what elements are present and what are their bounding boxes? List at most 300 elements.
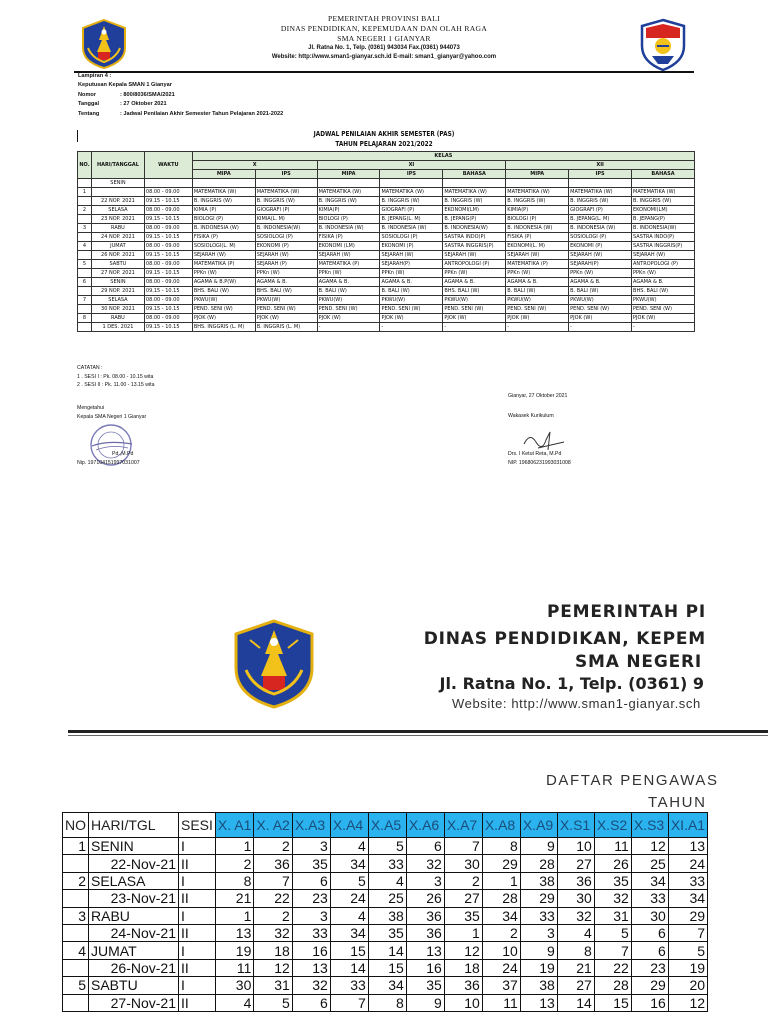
cell-subject: PPKn (W) <box>569 269 632 278</box>
cell-no <box>78 287 92 296</box>
grid-cell: 7 <box>254 872 292 889</box>
grid-cell: 35 <box>292 855 330 872</box>
cell-subject: PEND. SENI (W) <box>569 305 632 314</box>
grid-cell: 27-Nov-21 <box>89 994 179 1011</box>
letterhead-line-2: DINAS PENDIDIKAN, KEPEMUDAAN DAN OLAH RAGA <box>280 24 488 33</box>
grid-cell: 34 <box>631 872 668 889</box>
grid-cell: 37 <box>482 977 520 994</box>
cell-hari: RABU <box>91 314 144 323</box>
cell-subject: AGAMA & B. <box>632 278 695 287</box>
grid-cell: 30 <box>557 890 594 907</box>
cell-subject: PKWU(W) <box>317 296 380 305</box>
grid-cell: 18 <box>254 942 292 959</box>
cell-waktu: 09.15 - 10.15 <box>144 269 192 278</box>
grid-cell: 27 <box>557 855 594 872</box>
grid-cell: 4 <box>368 872 406 889</box>
letterhead-line-3: SMA NEGERI 1 GIANYAR <box>337 34 431 43</box>
cell-subject: SEJARAH(P) <box>380 260 443 269</box>
cell-subject: PEND. SENI (W) <box>380 305 443 314</box>
cell-subject: PJOK (W) <box>506 314 569 323</box>
cell-subject: B. INDONESIA(W) <box>255 224 317 233</box>
grid-cell: 33 <box>330 977 368 994</box>
cell-subject: ANTROPOLOGI (P) <box>443 260 506 269</box>
col-grade-xii: XII <box>506 161 695 170</box>
grid-header-cell: XI.A1 <box>668 813 707 838</box>
cell-hari: JUMAT <box>91 242 144 251</box>
grid-cell <box>63 855 89 872</box>
meta-row: Tentang : Jadwal Penilaian Akhir Semester Tahun Pelajaran 2021-2022 <box>78 110 284 117</box>
attachment-label: Lampiran 4 : <box>78 73 112 79</box>
page2-divider <box>68 730 768 733</box>
grid-cell: 27 <box>557 977 594 994</box>
grid-cell: 12 <box>444 942 482 959</box>
page2-title: DAFTAR PENGAWAS <box>546 772 719 789</box>
grid-cell: 34 <box>668 890 707 907</box>
grid-cell: 36 <box>406 924 444 941</box>
grid-cell: 6 <box>406 838 444 855</box>
grid-cell: 22 <box>254 890 292 907</box>
cell-subject: SEJARAH (P) <box>255 260 317 269</box>
cell-waktu: 08.00 - 09.00 <box>144 260 192 269</box>
cell-subject: PJOK (W) <box>632 314 695 323</box>
grid-cell: 8 <box>482 838 520 855</box>
cell-no: 4 <box>78 242 92 251</box>
cell-subject: PPKn (W) <box>192 269 255 278</box>
cell-no <box>78 269 92 278</box>
cell-subject: AGAMA & B. <box>380 278 443 287</box>
grid-header-cell: X. A1 <box>215 813 253 838</box>
grid-cell: 8 <box>215 872 253 889</box>
cell-subject: BHS. BALI (W) <box>632 287 695 296</box>
meta-row: Nomor : 800/8036/SMA/2021 <box>78 91 175 98</box>
grid-header-cell: X. A2 <box>254 813 292 838</box>
col-bahasa: BAHASA <box>443 170 506 179</box>
grid-header-cell: X.A5 <box>368 813 406 838</box>
cell-subject: B. INGGRIS (W) <box>317 197 380 206</box>
cell-no: 1 <box>78 188 92 197</box>
cell-subject: BIOLOGI (P) <box>192 215 255 224</box>
grid-cell: 23 <box>631 959 668 976</box>
cell-subject: MATEMATIKA (W) <box>380 188 443 197</box>
cell-subject: PEND. SENI (W) <box>317 305 380 314</box>
cell-hari: SENIN <box>91 278 144 287</box>
grid-cell: 30 <box>215 977 253 994</box>
cell-subject: AGAMA & B. <box>443 278 506 287</box>
grid-cell: 30 <box>631 907 668 924</box>
grid-cell: 15 <box>368 959 406 976</box>
grid-cell: 4 <box>330 907 368 924</box>
cell-subject: PPKn (W) <box>632 269 695 278</box>
cell-subject: MATEMATIKA (P) <box>317 260 380 269</box>
grid-cell: 24 <box>330 890 368 907</box>
grid-cell: 1 <box>63 838 89 855</box>
grid-cell: I <box>179 942 216 959</box>
grid-header-cell: X.A6 <box>406 813 444 838</box>
grid-cell: 38 <box>368 907 406 924</box>
schedule-row <box>78 215 695 224</box>
grid-cell: 33 <box>368 855 406 872</box>
cell-subject: - <box>380 323 443 332</box>
grid-cell: 5 <box>254 994 292 1011</box>
cell-subject: EKONOMI(LM) <box>443 206 506 215</box>
cell-subject: KIMIA(P) <box>317 206 380 215</box>
cell-subject: - <box>443 323 506 332</box>
cell-subject: FISIKA (P) <box>506 233 569 242</box>
grid-header-cell: X.A3 <box>292 813 330 838</box>
cell-waktu: 08.00 - 09.00 <box>144 242 192 251</box>
vice-principal-name: Drs. I Ketut Reta, M.Pd <box>508 451 562 457</box>
grid-cell: 19 <box>668 959 707 976</box>
cell-subject: B. INDONESIA(W) <box>443 224 506 233</box>
cell-waktu: 08.00 - 09.00 <box>144 224 192 233</box>
note-item: 1 . SESI I : Pk. 08.00 - 10.15 wita <box>77 373 154 380</box>
grid-cell: 2 <box>254 838 292 855</box>
grid-cell: 19 <box>520 959 557 976</box>
cell-hari: 29 NOP. 2021 <box>91 287 144 296</box>
cell-subject: SASTRA INGGRIS(P) <box>443 242 506 251</box>
decree-label: Keputusan Kepala SMAN 1 Gianyar <box>78 82 172 89</box>
grid-cell: 16 <box>292 942 330 959</box>
grid-cell: 1 <box>215 838 253 855</box>
grid-cell: 14 <box>368 942 406 959</box>
grid-cell: 12 <box>254 959 292 976</box>
cell-subject: ANTROPOLOGI (P) <box>632 260 695 269</box>
grid-cell: 35 <box>368 924 406 941</box>
grid-cell: 4 <box>557 924 594 941</box>
grid-cell: RABU <box>89 907 179 924</box>
cell-subject: BHS. BALI (W) <box>255 287 317 296</box>
schedule-row <box>78 305 695 314</box>
cell-subject: SOSIOLOGI (P) <box>380 233 443 242</box>
cell-hari: SABTU <box>91 260 144 269</box>
cell-subject: PKWU(W) <box>255 296 317 305</box>
grid-cell: 6 <box>631 942 668 959</box>
cell-subject: B. INGGRIS (W) <box>632 197 695 206</box>
meta-row: Tanggal : 27 Oktober 2021 <box>78 101 167 108</box>
grid-cell: 7 <box>330 994 368 1011</box>
cell-subject: KIMIA (P) <box>192 206 255 215</box>
grid-row <box>63 977 708 994</box>
schedule-row <box>78 242 695 251</box>
cell-subject <box>443 179 506 188</box>
cell-subject: FISIKA (P) <box>317 233 380 242</box>
cell-subject: B. INDONESIA (W) <box>192 224 255 233</box>
grid-cell: 24-Nov-21 <box>89 924 179 941</box>
schedule-row <box>78 287 695 296</box>
cell-subject: B. INGGRIS (W) <box>255 197 317 206</box>
grid-cell: 5 <box>63 977 89 994</box>
grid-cell: 38 <box>520 872 557 889</box>
grid-cell: 35 <box>594 872 631 889</box>
col-grade-xi: XI <box>317 161 506 170</box>
cell-subject: EKONOMI(L. M) <box>506 242 569 251</box>
grid-cell: 36 <box>254 855 292 872</box>
grid-cell: 28 <box>520 855 557 872</box>
grid-cell: 2 <box>444 872 482 889</box>
cell-hari: 24 NOP. 2021 <box>91 233 144 242</box>
grid-cell: 31 <box>254 977 292 994</box>
cell-subject: GIOGRAFI (P) <box>569 206 632 215</box>
cell-waktu: 09.15 - 10.15 <box>144 233 192 242</box>
cell-subject: MATEMATIKA (W) <box>317 188 380 197</box>
grid-cell: SABTU <box>89 977 179 994</box>
grid-header-cell: X.A8 <box>482 813 520 838</box>
grid-cell: 12 <box>631 838 668 855</box>
grid-cell: 32 <box>292 977 330 994</box>
acknowledged-label: Mengetahui <box>77 405 105 411</box>
letterhead-website: Website: http://www.sman1-gianyar.sch.id E-mail: sman1_gianyar@yahoo.com <box>271 54 497 60</box>
col-no: NO. <box>78 152 92 179</box>
cell-subject: PKWU(W) <box>380 296 443 305</box>
grid-cell: 1 <box>482 872 520 889</box>
col-mipa: MIPA <box>506 170 569 179</box>
cell-waktu: 08.00 - 09.00 <box>144 314 192 323</box>
grid-cell: 27 <box>444 890 482 907</box>
cell-waktu: 09.15 - 10.15 <box>144 251 192 260</box>
grid-cell: 5 <box>330 872 368 889</box>
schedule-row <box>78 278 695 287</box>
cell-subject: B. INDONESIA (W) <box>506 224 569 233</box>
grid-row <box>63 838 708 855</box>
grid-cell: 5 <box>668 942 707 959</box>
place-date: Gianyar, 27 Oktober 2021 <box>508 393 568 399</box>
grid-cell: 8 <box>557 942 594 959</box>
grid-cell: 23 <box>292 890 330 907</box>
grid-cell: 10 <box>444 994 482 1011</box>
grid-cell: I <box>179 872 216 889</box>
grid-cell: 10 <box>482 942 520 959</box>
schedule-row <box>78 260 695 269</box>
cell-subject: AGAMA & B. <box>255 278 317 287</box>
cell-subject: B. INDONESIA (W) <box>317 224 380 233</box>
grid-cell: 6 <box>292 872 330 889</box>
cell-subject: EKONOMI(LM) <box>632 206 695 215</box>
grid-cell: 3 <box>292 838 330 855</box>
cell-hari: SELASA <box>91 206 144 215</box>
grid-cell: 26-Nov-21 <box>89 959 179 976</box>
col-mipa: MIPA <box>192 170 255 179</box>
grid-cell: II <box>179 890 216 907</box>
cell-subject: B. INDONESIA(W) <box>632 224 695 233</box>
cell-subject: B. BALI (W) <box>506 287 569 296</box>
vice-principal-nip: NIP. 196806231993031008 <box>508 460 571 466</box>
grid-cell: 13 <box>215 924 253 941</box>
schedule-row <box>78 206 695 215</box>
cell-subject: B. INGGRIS (W) <box>380 197 443 206</box>
grid-header-cell: HARI/TGL <box>89 813 179 838</box>
schedule-row <box>78 179 695 188</box>
grid-cell: 1 <box>215 907 253 924</box>
cell-subject: PEND. SENI (W) <box>506 305 569 314</box>
cell-subject: AGAMA & B. <box>317 278 380 287</box>
cell-subject <box>192 179 255 188</box>
grid-cell: 22-Nov-21 <box>89 855 179 872</box>
cell-subject: B. INGGRIS (W) <box>192 197 255 206</box>
cell-no <box>78 179 92 188</box>
grid-cell: 9 <box>520 942 557 959</box>
cell-subject: - <box>632 323 695 332</box>
page2-letterhead-line-1: PEMERINTAH PI <box>546 602 706 622</box>
grid-cell: 26 <box>594 855 631 872</box>
note-item: 2 . SESI II : Pk. 11.00 - 13.15 wita <box>77 382 155 389</box>
cell-subject: B. BALI (W) <box>569 287 632 296</box>
cell-waktu: 09.15 - 10.15 <box>144 215 192 224</box>
cell-subject: MATEMATIKA (P) <box>192 260 255 269</box>
cell-subject: SEJARAH (W) <box>632 251 695 260</box>
page2-letterhead-line-3: SMA NEGERI <box>574 652 702 672</box>
grid-row <box>63 994 708 1011</box>
cell-no <box>78 233 92 242</box>
schedule-title <box>58 130 711 149</box>
grid-cell: II <box>179 959 216 976</box>
grid-cell: 11 <box>482 994 520 1011</box>
grid-cell: 4 <box>215 994 253 1011</box>
cell-hari: 30 NOP. 2021 <box>91 305 144 314</box>
cell-subject: SASTRA INDO(P) <box>443 233 506 242</box>
cell-no: 5 <box>78 260 92 269</box>
page2-letterhead-line-2: DINAS PENDIDIKAN, KEPEM <box>423 629 706 649</box>
cell-no <box>78 197 92 206</box>
grid-cell: 26 <box>406 890 444 907</box>
grid-cell <box>63 959 89 976</box>
grid-cell: JUMAT <box>89 942 179 959</box>
grid-cell: I <box>179 838 216 855</box>
grid-cell: 29 <box>668 907 707 924</box>
grid-cell: 7 <box>594 942 631 959</box>
cell-subject: MATEMATIKA (W) <box>255 188 317 197</box>
cell-subject: EKONOMI (LM) <box>317 242 380 251</box>
cell-subject: SASTRA INDO(P) <box>632 233 695 242</box>
grid-cell: 3 <box>63 907 89 924</box>
grid-cell: 14 <box>557 994 594 1011</box>
grid-cell: 38 <box>520 977 557 994</box>
cell-subject: PJOK (W) <box>192 314 255 323</box>
cell-subject: SOSIOLOGI(L. M) <box>192 242 255 251</box>
grid-cell: 15 <box>330 942 368 959</box>
grid-cell: 34 <box>330 855 368 872</box>
cell-subject: B. INGGRIS (W) <box>569 197 632 206</box>
vice-principal-title: Wakasek Kurikulum <box>508 413 554 419</box>
cell-hari: RABU <box>91 224 144 233</box>
cell-subject: MATEMATIKA (P) <box>506 260 569 269</box>
grid-cell: 9 <box>406 994 444 1011</box>
grid-cell: 2 <box>215 855 253 872</box>
cell-subject: BHS. INGGRIS (L. M) <box>192 323 255 332</box>
grid-cell: 30 <box>444 855 482 872</box>
grid-cell: 15 <box>594 994 631 1011</box>
cell-subject: BIOLOGI (P) <box>317 215 380 224</box>
cell-subject: B. JEPANG(L. M) <box>380 215 443 224</box>
cell-subject: BHS. BALI (W) <box>443 287 506 296</box>
cell-hari: SENIN <box>91 179 144 188</box>
cell-no: 3 <box>78 224 92 233</box>
cell-waktu: 08.00 - 09.00 <box>144 206 192 215</box>
grid-row <box>63 959 708 976</box>
grid-header-cell: X.S1 <box>557 813 594 838</box>
notes-title: CATATAN : <box>77 365 103 371</box>
grid-cell: 2 <box>482 924 520 941</box>
grid-header-cell: X.A4 <box>330 813 368 838</box>
cell-subject: PPKn (W) <box>506 269 569 278</box>
grid-header-cell: X.A7 <box>444 813 482 838</box>
grid-cell: 34 <box>368 977 406 994</box>
grid-cell: 8 <box>368 994 406 1011</box>
cell-subject: B. BALI (W) <box>380 287 443 296</box>
letterhead-address: Jl. Ratna No. 1, Telp. (0361) 943034 Fax.(0361) 944073 <box>308 45 460 51</box>
cell-waktu: 09.15 - 10.15 <box>144 323 192 332</box>
grid-cell: 35 <box>444 907 482 924</box>
grid-cell: 35 <box>406 977 444 994</box>
grid-cell: SENIN <box>89 838 179 855</box>
cell-subject: PJOK (W) <box>317 314 380 323</box>
grid-cell: 3 <box>406 872 444 889</box>
grid-cell <box>63 994 89 1011</box>
cell-subject: B. INDONESIA (W) <box>380 224 443 233</box>
cell-subject: AGAMA & B. <box>569 278 632 287</box>
signature-left <box>77 404 146 421</box>
cell-subject: - <box>569 323 632 332</box>
page2-divider-thin <box>68 735 768 736</box>
grid-cell: 19 <box>215 942 253 959</box>
cell-subject: PPKn (W) <box>443 269 506 278</box>
cell-subject: B. JEPANG(P) <box>443 215 506 224</box>
schedule-row <box>78 233 695 242</box>
grid-row <box>63 890 708 907</box>
grid-cell: 36 <box>557 872 594 889</box>
cell-subject: B. INDONESIA (W) <box>569 224 632 233</box>
schedule-title-line-1: JADWAL PENILAIAN AKHIR SEMESTER (PAS) <box>313 130 455 138</box>
page2-letterhead-address: Jl. Ratna No. 1, Telp. (0361) 9 <box>439 674 704 693</box>
cell-subject: SEJARAH (W) <box>255 251 317 260</box>
grid-cell: 36 <box>444 977 482 994</box>
cell-no <box>78 251 92 260</box>
grid-cell: 2 <box>63 872 89 889</box>
grid-cell: 18 <box>444 959 482 976</box>
cell-subject: FISIKA (P) <box>192 233 255 242</box>
cell-waktu: 09.15 - 10.15 <box>144 305 192 314</box>
cell-subject: SEJARAH (W) <box>380 251 443 260</box>
supervisor-table <box>62 812 708 1012</box>
cell-waktu <box>144 179 192 188</box>
grid-cell: 13 <box>668 838 707 855</box>
grid-cell: 7 <box>444 838 482 855</box>
grid-cell: 6 <box>292 994 330 1011</box>
cell-subject: AGAMA & B.P(W) <box>192 278 255 287</box>
grid-cell: 34 <box>482 907 520 924</box>
cell-subject: PPKn (W) <box>317 269 380 278</box>
grid-row <box>63 942 708 959</box>
cell-waktu: 08.00 - 09.00 <box>144 278 192 287</box>
grid-header-cell: NO <box>63 813 89 838</box>
grid-cell: 6 <box>631 924 668 941</box>
grid-cell: 21 <box>215 890 253 907</box>
grid-cell: 33 <box>668 872 707 889</box>
grid-cell: 22 <box>594 959 631 976</box>
cell-hari: 1 DES. 2021 <box>91 323 144 332</box>
grid-row <box>63 924 708 941</box>
schedule-row <box>78 224 695 233</box>
grid-cell: 11 <box>594 838 631 855</box>
cell-subject: PEND. SENI (W) <box>632 305 695 314</box>
grid-cell: 33 <box>520 907 557 924</box>
cell-subject: PKWU(W) <box>192 296 255 305</box>
grid-cell: II <box>179 924 216 941</box>
grid-header-cell: SESI <box>179 813 216 838</box>
grid-cell: 32 <box>557 907 594 924</box>
cell-subject: SASTRA INGGRIS(P) <box>632 242 695 251</box>
grid-cell: 11 <box>215 959 253 976</box>
grid-cell: 34 <box>330 924 368 941</box>
